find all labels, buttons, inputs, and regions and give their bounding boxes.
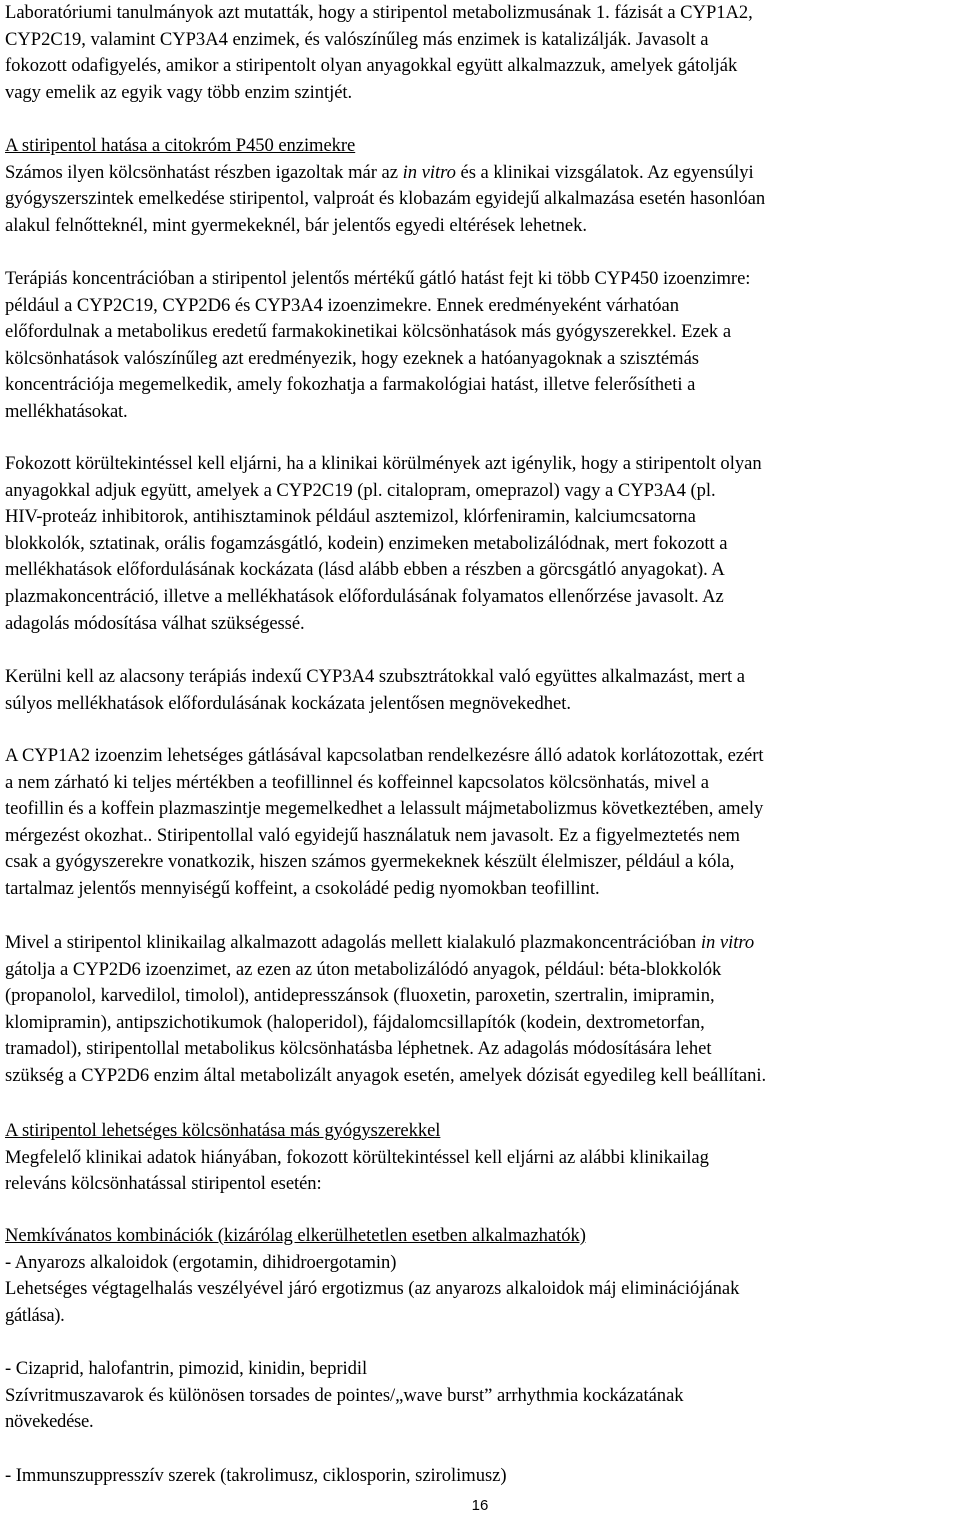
text-line: tartalmaz jelentős mennyiségű koffeint, a csokoládé pedig nyomokban teofillint.: [5, 877, 600, 899]
text-line: HIV-proteáz inhibitorok, antihisztaminok például asztemizol, klórfeniramin, kalciumcsatorna: [5, 506, 696, 528]
avoid-paragraph: [5, 664, 958, 717]
text-line: gyógyszerszintek emelkedése stiripentol, valproát és klobazám egyidejű alkalmazása esetén hasonlóan: [5, 188, 766, 210]
text-line: koncentrációja megemelkedik, amely fokozhatja a farmakológiai hatást, illetve felerősítheti a: [5, 374, 696, 396]
text-line: csak a gyógyszerekre vonatkozik, hiszen számos gyermekeknek készült élelmiszer, például a kóla,: [5, 851, 735, 873]
text-line: tramadol), stiripentollal metabolikus kölcsönhatásba léphetnek. Az adagolás módosítására lehet: [5, 1038, 712, 1060]
text-line: plazmakoncentráció, illetve a mellékhatások előfordulásának folyamatos ellenőrzése javasolt. Az: [5, 585, 724, 607]
text-line: [5, 930, 958, 957]
text-fragment: és a klinikai vizsgálatok. Az egyensúlyi: [455, 161, 754, 183]
text-line: klomipramin), antipszichotikumok (haloperidol), fájdalomcsillapítók (kodein, dextrometorfan,: [5, 1011, 705, 1033]
text-line: CYP2C19, valamint CYP3A4 enzimek, és valószínűleg más enzimek is katalizálják. Javasolt a: [5, 28, 709, 50]
text-line: Kerülni kell az alacsony terápiás indexű CYP3A4 szubsztrátokkal való együttes alkalmazást, mert a: [5, 666, 745, 687]
text-line: Lehetséges végtagelhalás veszélyével járó ergotizmus (az anyarozs alkaloidok máj eliminációjának: [5, 1278, 740, 1300]
cytochrome-section: [5, 133, 958, 239]
text-line: súlyos mellékhatások előfordulásának kockázata jelentősen megnövekedhet.: [5, 692, 571, 714]
undesirable-combinations-section: [5, 1223, 958, 1329]
text-line: vagy emelik az egyik vagy több enzim szintjét.: [5, 81, 353, 103]
cyp1a2-paragraph: [5, 743, 958, 903]
other-drugs-section: [5, 1118, 958, 1198]
text-line: blokkolók, sztatinak, orális fogamzásgátló, kodein) enzimeken metabolizálódnak, mert fokozott a: [5, 532, 728, 554]
section-heading-cytochrome: A stiripentol hatása a citokróm P450 enzimekre: [5, 135, 356, 156]
text-line: teofillin és a koffein plazmaszintje megemelkedhet a lelassult májmetabolizmus következtében, amely: [5, 798, 764, 820]
text-fragment: Számos ilyen kölcsönhatást részben igazoltak már az: [5, 161, 403, 183]
italic-term: in vitro: [700, 932, 755, 953]
text-line: Terápiás koncentrációban a stiripentol jelentős mértékű gátló hatást fejt ki több CYP450 izoenzimre:: [5, 268, 751, 289]
text-line: anyagokkal adjuk együtt, amelyek a CYP2C19 (pl. citalopram, omeprazol) vagy a CYP3A4 (pl.: [5, 479, 716, 501]
text-line: mellékhatásokat.: [5, 400, 128, 422]
text-line: gátolja a CYP2D6 izoenzimet, az ezen az úton metabolizálódó anyagok, például: béta-blokkolók: [5, 958, 722, 980]
text-line: alakul felnőtteknél, mint gyermekeknél, bár jelentős egyedi eltérések lehetnek.: [5, 214, 587, 236]
section-heading-other-drugs: A stiripentol lehetséges kölcsönhatása más gyógyszerekkel: [5, 1120, 441, 1141]
text-line: Laboratóriumi tanulmányok azt mutatták, hogy a stiripentol metabolizmusának 1. fázisát a CYP1A2,: [5, 2, 753, 23]
intro-paragraph: [5, 0, 958, 106]
text-fragment: Mivel a stiripentol klinikailag alkalmazott adagolás mellett kialakuló plazmakoncentrációban: [5, 932, 701, 953]
text-line: például a CYP2C19, CYP2D6 és CYP3A4 izoenzimekre. Ennek eredményeként várhatóan: [5, 294, 679, 316]
text-line: fokozott odafigyelés, amikor a stiripentolt olyan anyagokkal együtt alkalmazzuk, amelyek gátolják: [5, 55, 738, 77]
text-line: mérgezést okozhat.. Stiripentollal való egyidejű használatuk nem javasolt. Ez a figyelmeztetés nem: [5, 824, 740, 846]
cyp2d6-paragraph: [5, 930, 958, 1090]
text-line: gátlása).: [5, 1304, 65, 1326]
text-line: adagolás módosítása válhat szükségessé.: [5, 612, 305, 634]
list-item: - Immunszuppresszív szerek (takrolimusz, ciklosporin, szirolimusz): [5, 1465, 507, 1486]
immunosuppressant-item: [5, 1463, 958, 1490]
text-line: Szívritmuszavarok és különösen torsades de pointes/„wave burst” arrhythmia kockázatának: [5, 1384, 684, 1406]
text-line: mellékhatások előfordulásának kockázata (lásd alább ebben a részben a görcsgátló anyagokat). A: [5, 559, 725, 581]
text-line: kölcsönhatások valószínűleg azt eredményezik, hogy ezeknek a hatóanyagoknak a szisztémás: [5, 347, 700, 369]
text-line: a nem zárható ki teljes mértékben a teofillinnel és koffeinnel kapcsolatos kölcsönhatás, mivel a: [5, 771, 710, 793]
text-line: A CYP1A2 izoenzim lehetséges gátlásával kapcsolatban rendelkezésre álló adatok korlátozottak, ezért: [5, 745, 764, 766]
text-line: növekedése.: [5, 1411, 94, 1433]
page-number: 16: [471, 1497, 489, 1514]
text-line: Fokozott körültekintéssel kell eljárni, ha a klinikai körülmények azt igénylik, hogy a stiripentolt olyan: [5, 453, 762, 474]
cisapride-item: [5, 1356, 958, 1436]
list-item: - Cizaprid, halofantrin, pimozid, kinidin, bepridil: [5, 1358, 368, 1379]
text-line: (propanolol, karvedilol, timolol), antidepresszánsok (fluoxetin, paroxetin, szertralin, imipramin,: [5, 985, 715, 1007]
caution-paragraph: [5, 451, 958, 637]
section-heading-undesirable: Nemkívánatos kombinációk (kizárólag elkerülhetetlen esetben alkalmazhatók): [5, 1225, 586, 1246]
text-line: Megfelelő klinikai adatok hiányában, fokozott körültekintéssel kell eljárni az alábbi klinikailag: [5, 1146, 709, 1168]
list-item: - Anyarozs alkaloidok (ergotamin, dihidroergotamin): [5, 1251, 397, 1273]
text-line: előfordulnak a metabolikus eredetű farmakokinetikai kölcsönhatások más gyógyszerekkel. Ezek a: [5, 321, 732, 343]
text-line: [5, 160, 958, 187]
therapeutic-paragraph: [5, 266, 958, 426]
text-line: releváns kölcsönhatással stiripentol esetén:: [5, 1173, 322, 1195]
italic-term: in vitro: [402, 161, 456, 183]
text-line: szükség a CYP2D6 enzim által metabolizált anyagok esetén, amelyek dózisát egyedileg kell beállítani.: [5, 1064, 767, 1086]
